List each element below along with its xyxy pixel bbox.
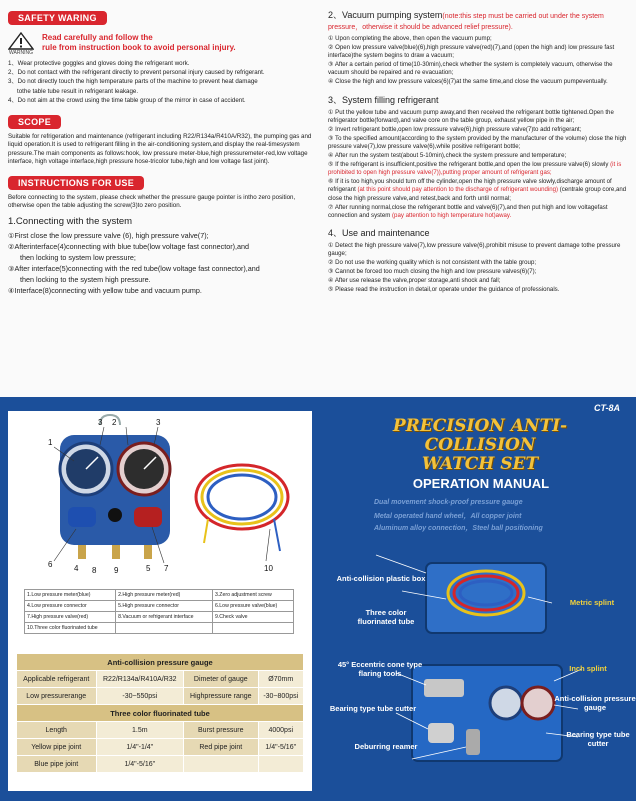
yellow-hose — [202, 470, 282, 524]
diagram-number: 4 — [74, 564, 79, 573]
diagram-number: 6 — [48, 560, 53, 569]
warning-icon — [8, 32, 34, 54]
spec-cell: -30~800psi — [258, 688, 304, 705]
callout-metric: Metric splint — [569, 598, 615, 607]
table-row — [17, 671, 304, 688]
list-item: ③After interface(5)connecting with the red tube(low voltage fast connector),and — [8, 264, 260, 274]
part-cell: 3.Zero adjustment screw — [212, 590, 293, 601]
spec-cell: Length — [17, 722, 97, 739]
gauge-spec-table — [16, 653, 304, 773]
diagram-number: 3 — [98, 418, 103, 427]
list-item: ③ After a certain period of time(10-30min),check whether the system is completely vacuum, otherwise the vacuum should be repaired and re evacuation; — [328, 61, 613, 77]
instructions-heading: INSTRUCTIONS FOR USE — [8, 176, 144, 190]
table-row — [17, 654, 304, 671]
list-item: ④Interface(8)connecting with yellow tube and vacuum pump. — [8, 286, 202, 296]
callout-tube: Three color fluorinated tube — [357, 608, 415, 626]
list-item: 1、Wear protective goggles and gloves doing the refrigerant work. — [8, 60, 190, 67]
spec-cell: Yellow pipe joint — [17, 739, 97, 756]
diagram-number: 10 — [264, 564, 273, 573]
vacuum-note: (note:this step must be carried out under the system pressure，otherwise it should be advanced relief pressure). — [328, 13, 604, 31]
list-item: ① Upon completing the above, then open the vacuum pump; — [328, 35, 492, 42]
warning-text-2: rule from instruction book to avoid personal injury. — [42, 43, 236, 52]
callout-cutter-left: Bearing type tube cutter — [329, 704, 417, 713]
diagram-number: 9 — [114, 566, 119, 575]
list-item: 3、Do not directly touch the high temperature parts of the machine to prevent heat damage — [8, 78, 258, 86]
callout-box: Anti-collision plastic box — [336, 574, 426, 583]
spec-cell: Applicable refrigerant — [17, 671, 97, 688]
fill-item-6-red: (at this point should pay attention to the discharge of refrigerant wounding) — [357, 186, 559, 194]
spec-cell: 1/4"-5/16" — [258, 739, 304, 756]
diagram-number: 3 — [156, 418, 161, 427]
table-row — [17, 705, 304, 722]
spec-cell: Low pressurerange — [17, 688, 97, 705]
callout-cutter-right: Bearing type tube cutter — [566, 730, 630, 748]
warning-box — [8, 32, 313, 54]
safety-heading: SAFETY WARING — [8, 11, 107, 25]
part-cell: 8.Vacuum or refrigerant interface — [116, 612, 213, 623]
connect-list — [8, 231, 313, 296]
spec-cell: 1/4"-1/4" — [96, 739, 184, 756]
list-item: ④ Close the high and low pressure valces(6)(7)at the same time,and close the vacuum pumpeventually. — [328, 78, 608, 86]
list-item: then locking to system low pressure; — [20, 253, 136, 263]
safety-list — [8, 60, 313, 105]
warning-text-1: Read carefully and follow the — [42, 33, 153, 42]
fill-item-7a: ⑦ After running normal,close the refrigerant bottle and valve(6)(7),and then put high and low voltagefast connection and system — [328, 203, 608, 219]
fill-item-5-red: (it is prohibited to open high pressure valve(7)),putting proper amount of refrigerant gas; — [328, 161, 622, 177]
spec-cell: R22/R134a/R410A/R32 — [96, 671, 184, 688]
list-item: ② Invert refrigerant bottle,open low pressure valve(6),high pressure valve(7)to add refrigerant; — [328, 125, 582, 133]
vacuum-title: 2、Vacuum pumping system — [328, 10, 443, 20]
list-item: ④ After use release the valve,proper storage,anti shock and fall; — [328, 277, 501, 285]
fill-item-6a: ⑥ If it is too high,you should turn off the cylinder,open the high pressure valve slowly,discharge amount of refrigerant — [328, 178, 612, 194]
spec-cell: 1/4"-5/16" — [96, 756, 184, 773]
list-item — [328, 161, 628, 177]
callout-reamer: Deburring reamer — [354, 742, 418, 751]
spec-cell: Burst pressure — [184, 722, 258, 739]
maintenance-list — [328, 242, 628, 295]
product-showcase — [316, 403, 636, 801]
scope-text: Suitable for refrigeration and maintenance (refrigerant including R22/R134a/R410A/R32), the pumping gas and liquid operation.It is used to refrigerant filling in the air-conditioning system,and display the real-timesystem pressure.The main components as follows:hook, low pressure meter-blue,high pressuremeter-red,low voltage interface, high voltage interface,high pressure hose-tricolor tube,high and low voltage fast joint). — [8, 133, 312, 166]
list-item: then locking to the system high pressure. — [20, 275, 151, 285]
spec-cell: Highpressure range — [184, 688, 258, 705]
callout-inch: Inch splint — [569, 664, 607, 673]
product-title-line1: PRECISION ANTI-COLLISION — [392, 416, 568, 455]
connect-heading: 1.Connecting with the system — [8, 216, 133, 228]
spec-cell: Red pipe joint — [184, 739, 258, 756]
spec-cell: Dimeter of gauge — [184, 671, 258, 688]
diagram-number: 8 — [92, 566, 97, 575]
operation-manual-title: OPERATION MANUAL — [412, 476, 550, 491]
table-row — [25, 612, 294, 623]
manual-left-column — [8, 8, 313, 297]
spec-cell: -30~550psi — [96, 688, 184, 705]
manual-right-column — [328, 8, 628, 300]
part-cell: 5.High pressure connector — [116, 601, 213, 612]
low-valve — [68, 507, 96, 527]
gauge-spec-title: Anti-collision pressure gauge — [17, 654, 304, 671]
table-row — [25, 623, 294, 634]
list-item: ②Afterinterface(4)connecting with blue tube(low voltage fast connector),and — [8, 242, 249, 252]
spec-cell: 4000psi — [258, 722, 304, 739]
part-cell — [212, 623, 293, 634]
product-title — [340, 417, 620, 474]
spec-cell: Blue pipe joint — [17, 756, 97, 773]
table-row — [25, 590, 294, 601]
part-cell: 4.Low pressure connector — [25, 601, 116, 612]
high-valve — [134, 507, 162, 527]
spec-cell: 1.5m — [96, 722, 184, 739]
manifold-diagram — [8, 411, 312, 587]
fill-item-7-red: (pay attention to high temperature hot)away. — [392, 211, 512, 219]
list-item: tothe table tube result in refrigerant leakage. — [17, 87, 139, 95]
plastic-box — [426, 563, 546, 633]
scope-heading: SCOPE — [8, 115, 61, 129]
fill-heading: 3、System filling refrigerant — [328, 94, 439, 105]
instructions-text: Before connecting to the system, please check whether the pressure gauge pointer is intho zero position, otherwise open the table adjusting the screw(3)to zero position. — [8, 193, 296, 210]
part-cell: 1.Low pressure meter(blue) — [25, 590, 116, 601]
fill-item-6b: (centrale group core,and close the high pressure valve,and retest,back and forth until normal; — [328, 186, 627, 202]
manual-page — [0, 0, 636, 397]
tube-spec-title: Three color fluorinated tube — [17, 705, 304, 722]
list-item — [328, 204, 628, 220]
diagram-number: 2 — [112, 418, 117, 427]
product-title-line2: WATCH SET — [421, 454, 539, 474]
list-item: ① Detect the high pressure valve(7),low pressure valve(6),prohibit misuse to prevent damage tothe pressure gauge; — [328, 241, 621, 257]
spec-cell: Ø70mm — [258, 671, 304, 688]
list-item: ④ After run the system test(about 5-10min),check the system pressure and temperature; — [328, 152, 567, 160]
feature-line: Aluminum alloy connection，Steel ball positioning — [374, 525, 543, 532]
list-item: ① Put the yellow tube and vacuum pump away,and then received the refrigerant bottle tightened.Open the refrigerator bottle(forward),and valve core on the table group, exhaust yellow pipe in the air; — [328, 108, 614, 124]
part-cell: 6.Low pressure valve(blue) — [212, 601, 293, 612]
feature-line: Metal operated hand wheel，All copper joint — [374, 513, 522, 520]
part-cell: 10.Three color fluorinated tube — [25, 623, 116, 634]
maintenance-heading: 4、Use and maintenance — [328, 227, 430, 238]
diagram-number: 5 — [146, 564, 151, 573]
fill-item-5a: ⑤ If the refrigerant is insufficient,positive the refrigerant bottle,and open the low pressure valve(6) slowly — [328, 161, 609, 169]
table-row — [25, 601, 294, 612]
spec-card — [8, 411, 312, 791]
model-badge: CT-8A — [588, 403, 626, 413]
feature-line: Dual movement shock-proof pressure gauge — [374, 499, 523, 506]
part-cell: 9.Check valve — [212, 612, 293, 623]
product-panel — [0, 397, 636, 801]
table-row — [17, 756, 304, 773]
diagram-number: 7 — [164, 564, 169, 573]
diagram-number: 1 — [48, 438, 53, 447]
list-item: ①First close the low pressure valve (6), high pressure valve(7); — [8, 231, 209, 241]
vacuum-list — [328, 35, 628, 87]
list-item: 4、Do not aim at the crowd using the time table group of the mirror in case of accident. — [8, 96, 246, 104]
fill-list — [328, 109, 628, 220]
spec-cell — [258, 756, 304, 773]
spec-cell — [184, 756, 258, 773]
list-item: ③ Cannot be forced too much closing the high and low pressure valves(6)(7); — [328, 268, 537, 276]
list-item: ② Open low pressure valve(blue)(6),high pressure valve(red)(7),and (open the high and) low pressure fast interface)the system begins to draw a vacuum; — [328, 44, 615, 60]
callout-gauge: Anti-collision pressure gauge — [554, 694, 636, 712]
list-item — [328, 178, 628, 202]
table-row — [17, 722, 304, 739]
callout-cone: 45° Eccentric cone type flaring tools — [337, 660, 423, 678]
table-row — [17, 739, 304, 756]
list-item: ⑤ Please read the instruction in detail,or operate under the guidance of professionals. — [328, 286, 560, 294]
part-cell — [116, 623, 213, 634]
vacuum-heading — [328, 8, 628, 32]
parts-table — [24, 589, 294, 634]
part-cell: 7.High pressure valve(red) — [25, 612, 116, 623]
part-cell: 2.High pressure meter(red) — [116, 590, 213, 601]
blue-hose — [208, 475, 276, 519]
warning-icon-caption: WARNING — [9, 50, 33, 56]
list-item: ③ To the specified amount(according to the system provided by the manufacturer of the volume) close the high pressure valve(7),low pressure valve(6),while positive refrigerant bottle; — [328, 134, 627, 150]
table-row — [17, 688, 304, 705]
list-item: ② Do not use the working quality which is not consistent with the table group; — [328, 258, 537, 266]
list-item: 2、Do not contact with the refrigerant directly to prevent personal injury caused by refrigerant. — [8, 69, 265, 77]
